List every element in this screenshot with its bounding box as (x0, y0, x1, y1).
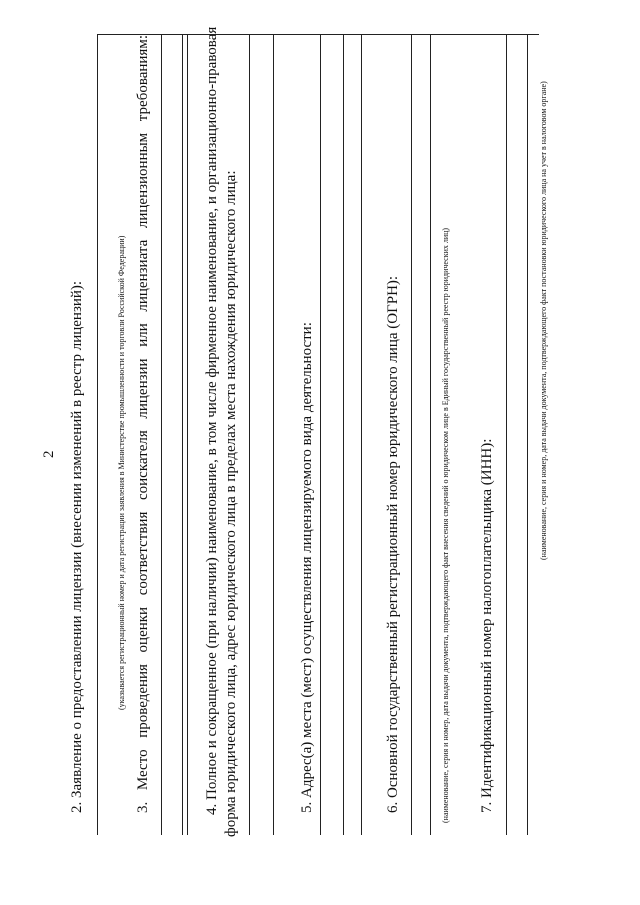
section-5-field-line-3 (361, 35, 362, 835)
page-number: 2 (41, 450, 57, 458)
section-2-caption: (указывается регистрационный номер и дата регистрации заявления в Министерстве промышленности и торговли Российской Федерации) (117, 235, 126, 710)
section-4-line-1: 4. Полное и сокращенное (при наличии) наименование, в том числе фирменное наименование, и организационно-правовая (204, 26, 220, 815)
section-4-field-line-1 (249, 35, 250, 835)
section-5-field-line-2 (343, 35, 344, 835)
section-6-field-line-1 (411, 35, 412, 835)
section-3-title: 3. Место проведения оценки соответствия соискателя лицензии или лицензиата лицензионным требованиям: (135, 35, 151, 813)
section-7-field-line-2 (527, 35, 528, 835)
section-5-title: 5. Адрес(а) места (мест) осуществления лицензируемого вида деятельности: (299, 322, 315, 813)
section-7-field-line-1 (506, 35, 507, 835)
section-7-caption: (наименование, серия и номер, дата выдачи документа, подтверждающего факт постановки юридического лица на учет в налоговом органе) (539, 81, 548, 560)
section-2-title: 2. Заявление о предоставлении лицензии (внесении изменений в реестр лицензий): (69, 280, 85, 813)
section-4-field-line-2 (273, 35, 274, 835)
section-6-field-line-2 (430, 35, 431, 835)
section-7-title: 7. Идентификационный номер налогоплательщика (ИНН): (479, 438, 495, 813)
section-6-caption: (наименование, серия и номер, дата выдачи документа, подтверждающего факт внесения сведений о юридическом лице в Единый государственный реестр юридических лиц) (441, 227, 450, 823)
section-4-line-2: форма юридического лица, адрес юридического лица в пределах места нахождения юридического лица: (223, 170, 239, 837)
section-6-title: 6. Основной государственный регистрационный номер юридического лица (ОГРН): (385, 275, 401, 813)
section-5-field-line-1 (320, 35, 321, 835)
form-right-border (97, 34, 539, 35)
section-3-field-line-2 (182, 35, 183, 835)
section-2-field-line (97, 35, 98, 835)
section-3-field-line-3 (187, 35, 188, 835)
section-3-field-line-1 (161, 35, 162, 835)
